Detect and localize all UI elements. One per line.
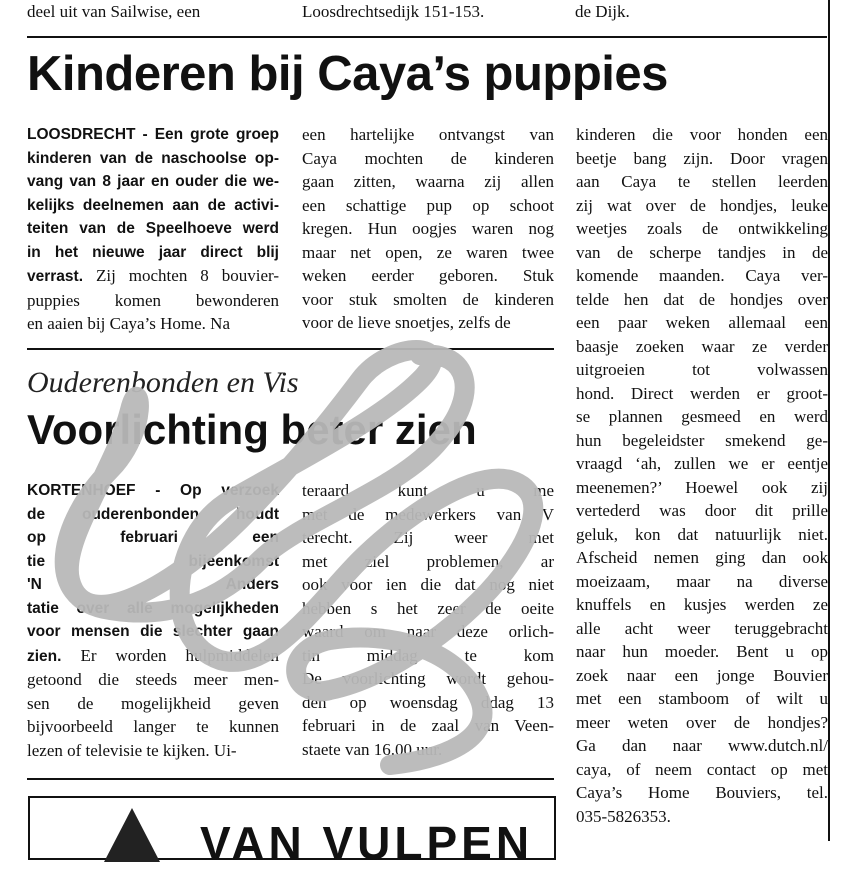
article1-col2-line: een schattige pup op schoot xyxy=(302,195,554,215)
article2-col2-line: De voorlichting wordt gehou- xyxy=(302,669,554,688)
article2-col1-lead-line: tatie over alle mogelijkheden xyxy=(27,599,279,617)
article1-col3-line: van de scherpe tandjes in de xyxy=(576,242,828,262)
article1-col3-line: zij wat over de hondjes, leuke xyxy=(576,195,828,215)
article1-col3-line: naar hun moeder. Bent u op xyxy=(576,642,828,661)
article1-col3-line: zoek naar een jonge Bouvier xyxy=(576,665,828,685)
article2-col2-line: den op woensdag ddag 13 xyxy=(302,692,554,712)
article2-col2-line: terecht. Zij weer met xyxy=(302,528,554,547)
article1-col3-line: vertederd was door dit prille xyxy=(576,501,828,520)
article1-col1 xyxy=(27,123,279,336)
article2-col1-lead-line: de ouderenbonden houdt xyxy=(27,505,279,523)
article1-col1-lead-line: LOOSDRECHT - Een grote groep xyxy=(27,126,279,143)
article2-col2-line: tin middag te kom xyxy=(302,645,554,665)
article2-col2 xyxy=(302,479,554,761)
article1-col3-line: meenemen?’ Hoewel ook zij xyxy=(576,477,828,497)
article1-col3-line: se plannen gesmeed en werd xyxy=(576,407,828,426)
article1-col3-line: uitgroeien tot volwassen xyxy=(576,360,828,379)
article2-col2-line: ook voor ien die dat nog niet xyxy=(302,575,554,594)
article1-col3-line: weetjes zoals de ontwikkeling xyxy=(576,219,828,238)
article1-col2-line: kregen. Hun oogjes waren nog xyxy=(302,219,554,238)
mid-rule xyxy=(27,348,554,350)
article1-col1-lead-line: kinderen van de naschoolse op- xyxy=(27,149,279,167)
article1-col1-mixed-line: verrast. Zij mochten 8 bouvier- xyxy=(27,266,279,285)
article2-col2-line: waard om naar deze orlich- xyxy=(302,622,554,641)
article1-col3-line: vraagd ‘ah, zullen we er eentje xyxy=(576,454,828,473)
right-border-rule xyxy=(828,0,830,841)
article1-col3-line: telde hen dat de hondjes over xyxy=(576,289,828,309)
article1-col3-line: met een stamboom of wilt u xyxy=(576,689,828,708)
article1-col3-line: komende maanden. Caya ver- xyxy=(576,266,828,285)
article1-col3-line: meer weten over de hondjes? xyxy=(576,712,828,732)
article1-col3-line: alle acht weer teruggebracht xyxy=(576,618,828,638)
article1-col3-line: hun begeleidster smekend ge- xyxy=(576,430,828,450)
article2-col1-line: sen de mogelijkheid geven xyxy=(27,693,279,713)
advert-box xyxy=(28,796,556,869)
article2-col2-line: staete van 16.00 uur. xyxy=(302,739,443,759)
article2-col1-lead-line: op februari een xyxy=(27,529,279,546)
article1-col2-line: weken eerder geboren. Stuk xyxy=(302,266,554,285)
bottom-rule xyxy=(27,778,554,780)
article2-col1-lead-line: KORTENHOEF - Op verzoek xyxy=(27,482,279,499)
article1-col1-line: puppies komen bewonderen xyxy=(27,290,279,310)
article2-col1-line: bijvoorbeeld langer te kunnen xyxy=(27,717,279,736)
article1-col3-line: baasje zoeken waar ze verder xyxy=(576,336,828,356)
article2-kicker: Ouderenbonden en Vis xyxy=(27,366,299,399)
article1-col3 xyxy=(576,123,828,828)
article2-col1-lead-line: 'N Anders xyxy=(27,576,279,593)
top-strip-col2: Loosdrechtsedijk 151-153. xyxy=(302,2,485,21)
article2-col2-line: met de medewerkers van V xyxy=(302,504,554,524)
article2-col1-lead-line: voor mensen die slechter gaan xyxy=(27,623,279,640)
article1-col2-line: een hartelijke ontvangst van xyxy=(302,125,554,144)
advert-text: VAN VULPEN xyxy=(200,817,534,869)
article1-col1-lead-line: in het nieuwe jaar direct blij xyxy=(27,243,279,261)
article1-col3-line: 035-5826353. xyxy=(576,806,671,826)
article1-col3-line: hond. Direct werden er groot- xyxy=(576,383,828,403)
article1-headline: Kinderen bij Caya’s puppies xyxy=(27,47,668,101)
article1-col3-line: kinderen die voor honden een xyxy=(576,125,828,144)
article1-col2-line: Caya mochten de kinderen xyxy=(302,148,554,168)
article1-col3-line: moeizaam, maar na diverse xyxy=(576,571,828,591)
article1-col2-line: voor stuk smolten de kinderen xyxy=(302,289,554,309)
article2-col2-line: teraard kunt u me xyxy=(302,481,554,500)
article1-col1-lead-line: kelijks deelnemen aan de activi- xyxy=(27,196,279,214)
top-strip-col1: deel uit van Sailwise, een xyxy=(27,2,201,21)
article2-col1-lead-line: tie bijeenkomst xyxy=(27,552,279,570)
article1-col2-line: voor de lieve snoetjes, zelfs de xyxy=(302,313,511,332)
advert-triangle-logo-icon xyxy=(102,806,162,862)
article2-col1-line: lezen of televisie te kijken. Ui- xyxy=(27,740,237,760)
article1-col3-line: beetje bang zijn. Door vragen xyxy=(576,148,828,168)
article1-col3-line: knuffels en kusjes werden ze xyxy=(576,595,828,614)
article1-col1-lead-line: vang van 8 jaar en ouder die we- xyxy=(27,173,279,190)
article1-col3-line: Caya’s Home Bouviers, tel. xyxy=(576,783,828,802)
article2-col1 xyxy=(27,479,279,762)
article1-col1-line: en aaien bij Caya’s Home. Na xyxy=(27,314,230,333)
article1-col1-lead-line: teiten van de Speelhoeve werd xyxy=(27,220,279,237)
article1-col3-line: geluk, kon dat natuurlijk niet. xyxy=(576,524,828,544)
article1-col3-line: aan Caya te stellen leerden xyxy=(576,172,828,191)
article1-col2-line: gaan zitten, waarna zij allen xyxy=(302,172,554,191)
article2-col2-line: hebben s het zeer de oeite xyxy=(302,598,554,618)
article2-headline: Voorlichting beter zien xyxy=(27,406,477,453)
article2-col1-mixed-line: zien. Er worden hulpmiddelen xyxy=(27,645,279,665)
article2-col1-line: getoond die steeds meer men- xyxy=(27,670,279,689)
article2-col2-line: met ziel problemen, ar xyxy=(302,551,554,571)
article1-col2 xyxy=(302,123,554,335)
article1-col2-line: maar net open, ze waren twee xyxy=(302,242,554,262)
top-strip-col3: de Dijk. xyxy=(575,2,630,21)
article1-col3-line: Afscheid nemen ging dan ook xyxy=(576,548,828,567)
article1-col3-line: Ga dan naar www.dutch.nl/ xyxy=(576,736,828,755)
top-rule xyxy=(27,36,827,38)
article1-col3-line: een paar weken allemaal een xyxy=(576,313,828,332)
article1-col3-line: caya, of neem contact op met xyxy=(576,759,828,779)
article2-col2-line: februari in de zaal van Veen- xyxy=(302,716,554,735)
